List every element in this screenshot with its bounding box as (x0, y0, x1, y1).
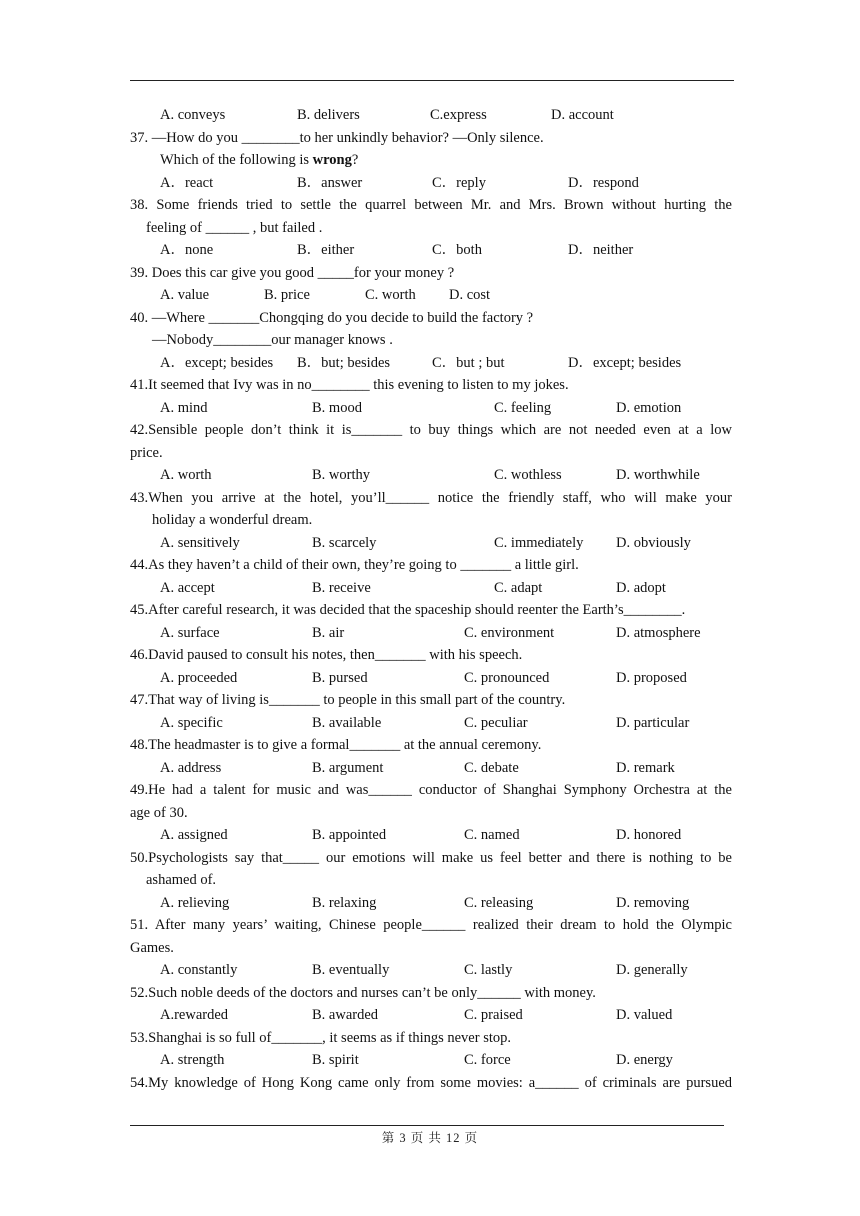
q43-options (130, 532, 732, 555)
q42-stem-cont: price. (130, 444, 163, 461)
q49-option-a: A. assigned (160, 827, 228, 843)
q49-option-b: B. appointed (312, 827, 387, 843)
q48-option-b: B. argument (312, 759, 384, 776)
q47-option-b: B. available (312, 714, 382, 731)
q42-stem: 42.Sensible people don’t think it is_______ to buy things which are not needed even at a low (130, 422, 732, 438)
exam-page-content (130, 104, 732, 1094)
q52-stem: 52.Such noble deeds of the doctors and nurses can’t be only______ with money. (130, 984, 596, 1001)
q40-option-d: D．except; besides (568, 354, 682, 371)
q43-option-a: A. sensitively (160, 534, 240, 551)
q50-option-a: A. relieving (160, 894, 230, 911)
q40-stem-cont: —Nobody________our manager knows . (152, 332, 393, 348)
q41-option-c: C. feeling (494, 399, 552, 416)
q52-option-b: B. awarded (312, 1007, 379, 1023)
q53-options (130, 1049, 732, 1072)
q40-option-b: B．but; besides (297, 354, 391, 371)
q38-option-b: B．either (297, 242, 355, 258)
q51-options (130, 959, 732, 982)
q46-option-d: D. proposed (616, 669, 687, 686)
q45-stem: 45.After careful research, it was decided that the spaceship should reenter the Earth’s________. (130, 602, 686, 618)
q42-option-b: B. worthy (312, 467, 370, 483)
q50-options (130, 892, 732, 915)
q47-option-a: A. specific (160, 714, 223, 731)
q51-option-d: D. generally (616, 962, 688, 978)
q49-option-d: D. honored (616, 827, 682, 843)
header-rule (130, 80, 734, 81)
q45-option-c: C. environment (464, 624, 555, 641)
q45-option-d: D. atmosphere (616, 624, 701, 641)
q44-option-c: C. adapt (494, 579, 543, 596)
q48-stem: 48.The headmaster is to give a formal_______ at the annual ceremony. (130, 737, 542, 753)
q51-stem-cont: Games. (130, 939, 174, 956)
q42-option-c: C. wothless (494, 467, 562, 483)
q47-stem: 47.That way of living is_______ to people in this small part of the country. (130, 692, 566, 708)
q37-option-d: D．respond (568, 174, 639, 191)
q49-options (130, 824, 732, 847)
q36-option-b: B. delivers (297, 107, 360, 123)
q38-stem-cont: feeling of ______ , but failed . (146, 219, 323, 236)
q51-option-c: C. lastly (464, 962, 513, 978)
q44-stem: 44.As they haven’t a child of their own, they’re going to _______ a little girl. (130, 557, 579, 573)
q38-options (130, 239, 732, 262)
q49-option-c: C. named (464, 827, 520, 843)
page-number: 第 3 页 共 12 页 (381, 1131, 479, 1145)
q39-option-d: D. cost (449, 287, 491, 303)
q50-option-b: B. relaxing (312, 894, 377, 911)
q51-option-b: B. eventually (312, 962, 390, 978)
q53-option-d: D. energy (616, 1052, 673, 1068)
q50-option-c: C. releasing (464, 894, 534, 911)
q41-options (130, 397, 732, 420)
q37-stem: 37. —How do you ________to her unkindly behavior? —Only silence. (130, 129, 544, 146)
q36-option-c: C.express (430, 107, 487, 123)
q43-option-d: D. obviously (616, 534, 691, 551)
q41-option-a: A. mind (160, 399, 208, 416)
q46-option-b: B. pursed (312, 669, 368, 686)
q46-options (130, 667, 732, 690)
q47-options (130, 712, 732, 735)
q44-option-b: B. receive (312, 579, 371, 596)
q44-option-a: A. accept (160, 579, 215, 596)
q37-option-c: C．reply (432, 174, 486, 191)
q42-option-d: D. worthwhile (616, 467, 700, 483)
footer-rule (130, 1125, 724, 1126)
q41-stem: 41.It seemed that Ivy was in no________ this evening to listen to my jokes. (130, 377, 569, 393)
q53-option-a: A. strength (160, 1052, 225, 1068)
q42-option-a: A. worth (160, 467, 212, 483)
q43-option-c: C. immediately (494, 534, 584, 551)
q49-stem-cont: age of 30. (130, 804, 188, 821)
q43-stem-cont: holiday a wonderful dream. (152, 512, 313, 528)
q41-option-b: B. mood (312, 399, 362, 416)
q51-stem: 51. After many years’ waiting, Chinese people______ realized their dream to hold the Olympic (130, 917, 732, 933)
q47-option-d: D. particular (616, 714, 690, 731)
q48-option-c: C. debate (464, 759, 519, 776)
q44-option-d: D. adopt (616, 579, 666, 596)
q50-stem-cont: ashamed of. (146, 872, 217, 888)
q40-option-c: C．but ; but (432, 354, 505, 371)
q52-option-d: D. valued (616, 1007, 673, 1023)
q37-options (130, 172, 732, 195)
q48-option-a: A. address (160, 759, 222, 776)
q36-option-a: A. conveys (160, 107, 226, 123)
q38-option-d: D．neither (568, 242, 634, 258)
q52-option-c: C. praised (464, 1007, 523, 1023)
q37-option-b: B．answer (297, 174, 363, 191)
q39-option-a: A. value (160, 287, 210, 303)
q39-stem: 39. Does this car give you good _____for your money ? (130, 264, 455, 281)
q43-stem: 43.When you arrive at the hotel, you’ll______ notice the friendly staff, who will make your (130, 489, 732, 506)
q39-options (130, 284, 732, 307)
q45-options (130, 622, 732, 645)
q46-option-c: C. pronounced (464, 669, 550, 686)
q51-option-a: A. constantly (160, 962, 238, 978)
q38-option-a: A．none (160, 242, 214, 258)
q50-stem: 50.Psychologists say that_____ our emotions will make us feel better and there is nothing to be (130, 849, 732, 866)
q37-instruction: Which of the following is wrong? (160, 152, 359, 168)
q47-option-c: C. peculiar (464, 714, 528, 731)
q53-option-c: C. force (464, 1052, 511, 1068)
q37-option-a: A．react (160, 174, 214, 191)
q38-option-c: C．both (432, 242, 482, 258)
q36-option-d: D. account (551, 107, 614, 123)
q46-option-a: A. proceeded (160, 669, 238, 686)
q54-stem: 54.My knowledge of Hong Kong came only from some movies: a______ of criminals are pursued (130, 1074, 732, 1091)
q39-option-c: C. worth (365, 287, 416, 303)
q36-options (130, 104, 732, 127)
q45-option-a: A. surface (160, 624, 220, 641)
q46-stem: 46.David paused to consult his notes, then_______ with his speech. (130, 647, 523, 663)
q52-options (130, 1004, 732, 1027)
q52-option-a: A.rewarded (160, 1007, 229, 1023)
q49-stem: 49.He had a talent for music and was______ conductor of Shanghai Symphony Orchestra at the (130, 782, 732, 798)
q44-options (130, 577, 732, 600)
q39-option-b: B. price (264, 287, 310, 303)
q48-option-d: D. remark (616, 759, 675, 776)
q45-option-b: B. air (312, 624, 345, 641)
q53-stem: 53.Shanghai is so full of_______, it seems as if things never stop. (130, 1029, 511, 1046)
q41-option-d: D. emotion (616, 399, 682, 416)
q53-option-b: B. spirit (312, 1052, 359, 1068)
q48-options (130, 757, 732, 780)
q38-stem: 38. Some friends tried to settle the quarrel between Mr. and Mrs. Brown without hurting the (130, 197, 732, 213)
q40-options (130, 352, 732, 375)
q42-options (130, 464, 732, 487)
q40-stem: 40. —Where _______Chongqing do you decide to build the factory ? (130, 309, 534, 326)
q40-option-a: A．except; besides (160, 354, 274, 371)
q43-option-b: B. scarcely (312, 534, 377, 551)
q50-option-d: D. removing (616, 894, 690, 911)
